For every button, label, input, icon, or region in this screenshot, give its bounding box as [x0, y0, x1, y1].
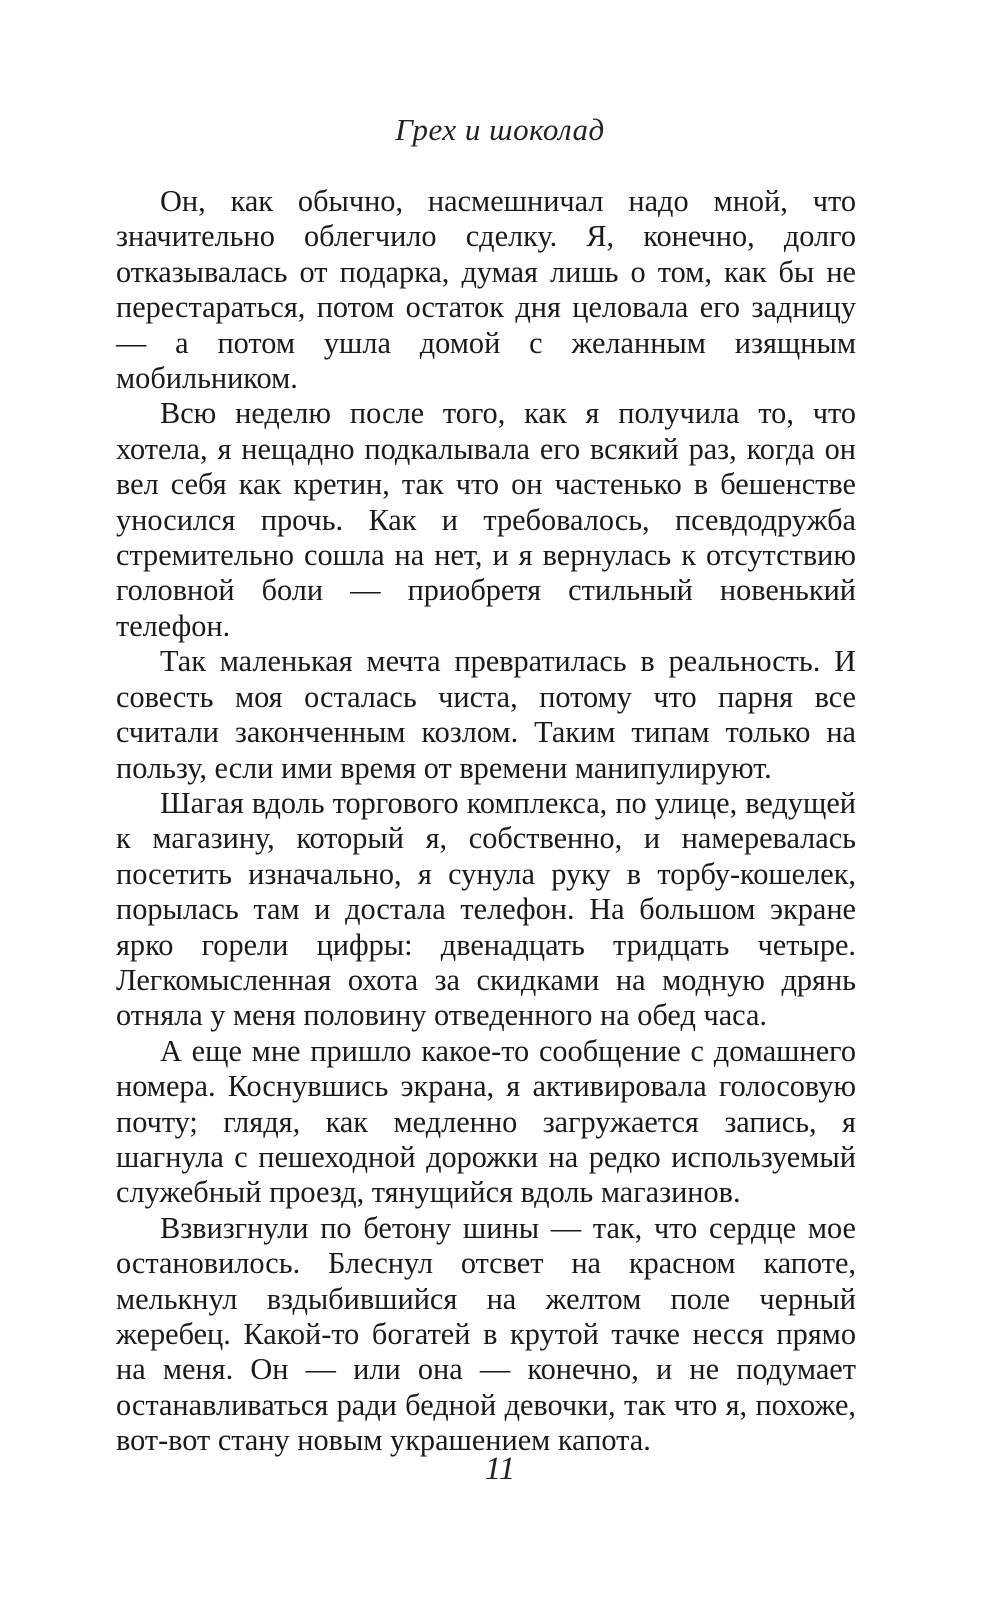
paragraph: Так маленькая мечта превратилась в реальность. И совесть моя осталась чиста, потому что парня все считали законченным козлом. Таким типам только на пользу, если ими время от времени манипулируют.: [116, 644, 856, 785]
paragraph: Он, как обычно, насмешничал надо мной, что значительно облегчило сделку. Я, конечно, долго отказывалась от подарка, думая лишь о том, как бы не перестараться, потом остаток дня целовала его задницу — а потом ушла домой с желанным изящным мобильником.: [116, 184, 856, 396]
paragraph: Всю неделю после того, как я получила то, что хотела, я нещадно подкалывала его всякий раз, когда он вел себя как кретин, так что он частенько в бешенстве уносился прочь. Как и требовалось, псевдодружба стремительно сошла на нет, и я вернулась к отсутствию головной боли — приобретя стильный новенький телефон.: [116, 396, 856, 643]
page-number: 11: [484, 1451, 516, 1487]
running-header: Грех и шоколад: [395, 112, 605, 147]
paragraph: Взвизгнули по бетону шины — так, что сердце мое остановилось. Блеснул отсвет на красном капоте, мелькнул вздыбившийся на желтом поле черный жеребец. Какой-то богатей в крутой тачке несся прямо на меня. Он — или она — конечно, и не подумает останавливаться ради бедной девочки, так что я, похоже, вот-вот стану новым украшением капота.: [116, 1210, 856, 1458]
body-text: [116, 184, 856, 1459]
paragraph: А еще мне пришло какое-то сообщение с домашнего номера. Коснувшись экрана, я активировала голосовую почту; глядя, как медленно загружается запись, я шагнула с пешеходной дорожки на редко используемый служебный проезд, тянущийся вдоль магазинов.: [116, 1033, 856, 1210]
paragraph: Шагая вдоль торгового комплекса, по улице, ведущей к магазину, который я, собственно, и намеревалась посетить изначально, я сунула руку в торбу-кошелек, порылась там и достала телефон. На большом экране ярко горели цифры: двенадцать тридцать четыре. Легкомысленная охота за скидками на модную дрянь отняла у меня половину отведенного на обед часа.: [116, 785, 856, 1033]
